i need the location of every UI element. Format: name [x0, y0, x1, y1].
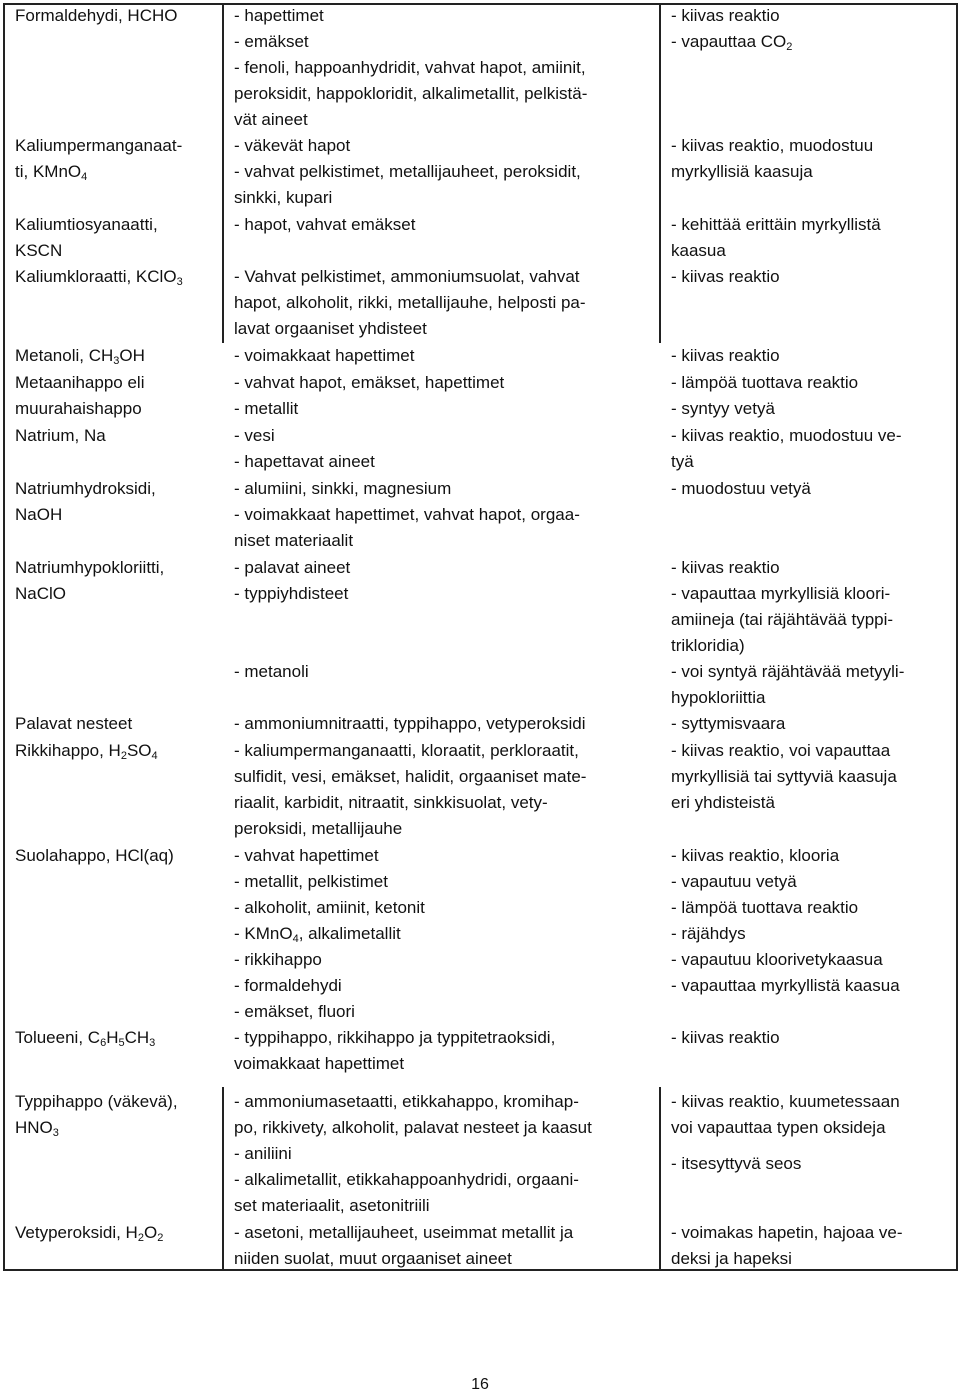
substance-cell: Kaliumkloraatti, KClO$_3$	[15, 267, 183, 288]
substance-cell: Kaliumpermanganaat- ti, KMnO$_4$	[15, 136, 183, 183]
page-number: 16	[471, 1376, 489, 1393]
incompatible-cell: - ammoniumasetaatti, etikkahappo, kromihap- po, rikkivety, alkoholit, palavat nesteet ja kaasut - aniliini - alkalimetallit, etikkahappoanhydridi, orgaani- set materiaalit, asetonitriili	[234, 1092, 592, 1215]
incompatible-cell: - kaliumpermanganaatti, kloraatit, perkloraatit, sulfidit, vesi, emäkset, halidit, orgaaniset mate- riaalit, karbidit, nitraatit, sinkkisuolat, vety- peroksidi, metallijauhe	[234, 741, 587, 838]
hazard-cell: - kiivas reaktio, voi vapauttaa myrkyllisiä tai syttyviä kaasuja eri yhdisteistä	[671, 741, 897, 812]
incompatible-cell: - vahvat hapettimet - metallit, pelkistimet - alkoholit, amiinit, ketonit - KMnO$_4$, alkalimetallit - rikkihappo - formaldehydi - emäkset, fluori	[234, 846, 425, 1021]
column-divider-1	[222, 1087, 224, 1271]
incompatible-cell: - Vahvat pelkistimet, ammoniumsuolat, vahvat hapot, alkoholit, rikki, metallijauhe, helposti pa- lavat orgaaniset yhdisteet	[234, 267, 586, 338]
incompatible-cell: - ammoniumnitraatti, typpihappo, vetyperoksidi	[234, 714, 586, 733]
hazard-cell: - voimakas hapetin, hajoaa ve- deksi ja hapeksi	[671, 1223, 903, 1268]
incompatible-cell: - palavat aineet - typpiyhdisteet - metanoli	[234, 558, 351, 681]
hazard-cell: - kehittää erittäin myrkyllistä kaasua	[671, 215, 881, 260]
incompatible-cell: - väkevät hapot - vahvat pelkistimet, metallijauheet, peroksidit, sinkki, kupari	[234, 136, 581, 207]
incompatible-cell: - typpihappo, rikkihappo ja typpitetraoksidi, voimakkaat hapettimet	[234, 1028, 556, 1073]
substance-cell: Rikkihappo, $H_2SO_4$	[15, 741, 158, 762]
hazard-cell: - kiivas reaktio	[671, 267, 780, 286]
hazard-cell: - lämpöä tuottava reaktio - syntyy vetyä	[671, 373, 859, 418]
substance-cell: Suolahappo, HCl(aq)	[15, 846, 174, 865]
substance-cell: Natrium, Na	[15, 426, 106, 445]
hazard-cell: - kiivas reaktio - vapauttaa $CO_2$	[671, 6, 793, 53]
incompatible-cell: - voimakkaat hapettimet	[234, 346, 415, 365]
incompatible-cell: - asetoni, metallijauheet, useimmat metallit ja niiden suolat, muut orgaaniset aineet	[234, 1223, 574, 1268]
substance-cell: Palavat nesteet	[15, 714, 133, 733]
hazard-cell: - kiivas reaktio, muodostuu myrkyllisiä kaasuja	[671, 136, 874, 181]
hazard-cell: - kiivas reaktio, muodostuu ve- tyä	[671, 426, 902, 471]
column-divider-2	[659, 3, 661, 343]
incompatible-cell: - vesi - hapettavat aineet	[234, 426, 375, 471]
hazard-cell: - kiivas reaktio	[671, 346, 780, 365]
substance-cell: Vetyperoksidi, $H_2O_2$	[15, 1223, 164, 1244]
substance-cell: Natriumhypokloriitti, NaClO	[15, 558, 165, 603]
substance-cell: Formaldehydi, HCHO	[15, 6, 178, 25]
hazard-cell: - kiivas reaktio	[671, 1028, 780, 1047]
substance-cell: Natriumhydroksidi, NaOH	[15, 479, 156, 524]
substance-cell: Kaliumtiosyanaatti, KSCN	[15, 215, 158, 260]
hazard-cell: - muodostuu vetyä	[671, 479, 811, 498]
incompatible-cell: - hapettimet - emäkset - fenoli, happoanhydridit, vahvat hapot, amiinit, peroksidit, happokloridit, alkalimetallit, pelkistä- vät aineet	[234, 6, 588, 129]
substance-cell: Metanoli, $CH_3OH$	[15, 346, 145, 367]
column-divider-2	[659, 1087, 661, 1271]
substance-cell: Metaanihappo eli muurahaishappo	[15, 373, 145, 418]
incompatible-cell: - alumiini, sinkki, magnesium - voimakkaat hapettimet, vahvat hapot, orgaa- niset materiaalit	[234, 479, 580, 550]
hazard-cell: - kiivas reaktio - vapauttaa myrkyllisiä kloori- amiineja (tai räjähtävää typpi- trikloridia) - voi syntyä räjähtävää metyyli- hypokloriittia	[671, 558, 905, 707]
column-divider-1	[222, 3, 224, 343]
hazard-cell: - kiivas reaktio, kuumetessaan voi vapauttaa typen oksideja - itsesyttyvä seos	[671, 1092, 900, 1173]
hazard-cell: - syttymisvaara	[671, 714, 786, 733]
substance-cell: Tolueeni, $C_6H_5CH_3$	[15, 1028, 156, 1049]
incompatible-cell: - vahvat hapot, emäkset, hapettimet - metallit	[234, 373, 505, 418]
substance-cell: Typpihappo (väkevä), $HNO_3$	[15, 1092, 178, 1139]
incompatible-cell: - hapot, vahvat emäkset	[234, 215, 416, 234]
hazard-cell: - kiivas reaktio, klooria - vapautuu vetyä - lämpöä tuottava reaktio - räjähdys - vapautuu kloorivetykaasua - vapauttaa myrkyllistä kaasua	[671, 846, 900, 995]
